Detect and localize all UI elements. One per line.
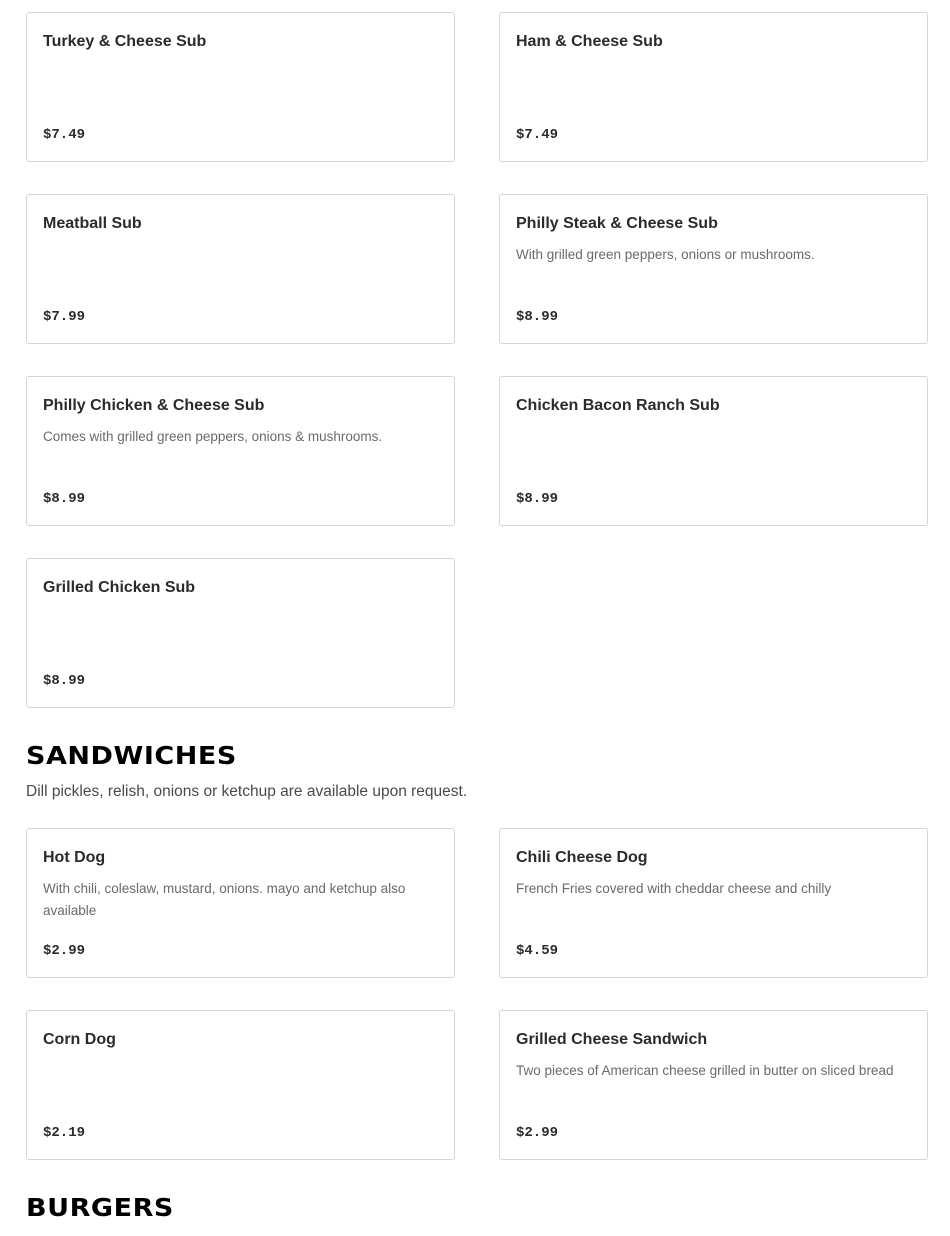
menu-item-name: Philly Steak & Cheese Sub	[516, 215, 718, 232]
section-title-sandwiches: SANDWICHES	[26, 741, 237, 770]
menu-item-name: Ham & Cheese Sub	[516, 33, 663, 50]
section-description-sandwiches: Dill pickles, relish, onions or ketchup are available upon request.	[26, 783, 468, 800]
menu-item-card[interactable]	[26, 1010, 455, 1160]
menu-item-price: $2.99	[43, 943, 86, 959]
menu-item-price: $4.59	[516, 943, 559, 959]
menu-item-price: $8.99	[43, 491, 86, 507]
menu-item-description: Two pieces of American cheese grilled in butter on sliced bread	[516, 1063, 894, 1078]
menu-item-card[interactable]	[499, 1010, 928, 1160]
menu-item-price: $8.99	[43, 673, 86, 689]
menu-item-name: Grilled Chicken Sub	[43, 579, 196, 596]
menu-item-card[interactable]	[26, 376, 455, 526]
menu-item-price: $8.99	[516, 309, 559, 325]
menu-item-card[interactable]	[499, 194, 928, 344]
menu-item-price: $7.99	[43, 309, 86, 325]
subs-items-grid	[26, 12, 928, 708]
menu-item-card[interactable]	[499, 376, 928, 526]
menu-item-card[interactable]	[26, 194, 455, 344]
menu-item-name: Chicken Bacon Ranch Sub	[516, 397, 720, 414]
menu-item-name: Hot Dog	[43, 849, 106, 866]
menu-item-name: Philly Chicken & Cheese Sub	[43, 397, 265, 414]
menu-item-description: With grilled green peppers, onions or mushrooms.	[516, 247, 815, 262]
menu-item-description: Comes with grilled green peppers, onions & mushrooms.	[43, 429, 383, 444]
menu-item-card[interactable]	[26, 558, 455, 708]
menu-item-card[interactable]	[499, 828, 928, 978]
menu-item-price: $2.19	[43, 1125, 86, 1141]
menu-item-name: Corn Dog	[43, 1031, 116, 1048]
section-title-burgers: BURGERS	[26, 1193, 174, 1222]
menu-item-price: $7.49	[516, 127, 559, 143]
menu-item-price: $8.99	[516, 491, 559, 507]
menu-item-card[interactable]	[26, 828, 455, 978]
sandwiches-items-grid	[26, 828, 928, 1160]
menu-item-name: Turkey & Cheese Sub	[43, 33, 207, 50]
menu-item-description: With chili, coleslaw, mustard, onions. mayo and ketchup also available	[43, 881, 406, 918]
menu-item-name: Chili Cheese Dog	[516, 849, 648, 866]
menu-item-price: $7.49	[43, 127, 86, 143]
menu-item-card[interactable]	[499, 12, 928, 162]
menu-item-price: $2.99	[516, 1125, 559, 1141]
menu-item-name: Meatball Sub	[43, 215, 142, 232]
menu-item-description: French Fries covered with cheddar cheese and chilly	[516, 881, 832, 896]
menu-item-name: Grilled Cheese Sandwich	[516, 1031, 708, 1048]
menu-item-card[interactable]	[26, 12, 455, 162]
